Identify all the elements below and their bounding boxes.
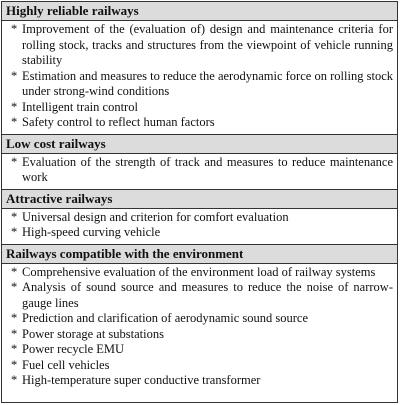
section-title: Highly reliable railways <box>2 2 397 21</box>
list-item <box>6 225 393 241</box>
bullet-icon: * <box>11 357 18 372</box>
list-item <box>6 22 393 69</box>
list-item <box>6 115 393 131</box>
list-item <box>6 100 393 116</box>
bullet-icon: * <box>11 209 18 224</box>
list-item <box>6 373 393 389</box>
list-item-text: Prediction and clarification of aerodynamic sound source <box>22 311 309 325</box>
section-list <box>2 209 397 244</box>
research-topics-table <box>1 1 398 403</box>
list-item <box>6 265 393 281</box>
bullet-icon: * <box>11 154 18 169</box>
list-item-text: Analysis of sound source and measures to reduce the noise of narrow-gauge lines <box>22 280 393 310</box>
list-item <box>6 311 393 327</box>
bullet-icon: * <box>11 225 18 239</box>
list-item <box>6 358 393 374</box>
list-item-text: Fuel cell vehicles <box>22 357 110 372</box>
list-item <box>6 69 393 100</box>
list-item-text: Comprehensive evaluation of the environment load of railway systems <box>22 264 376 279</box>
list-item-text: Universal design and criterion for comfort evaluation <box>22 209 289 224</box>
section-title: Low cost railways <box>2 134 397 154</box>
section-low-cost <box>2 134 397 189</box>
section-environment <box>2 244 397 392</box>
list-item <box>6 327 393 343</box>
bullet-icon: * <box>11 22 18 36</box>
list-item-text: Power storage at substations <box>22 326 164 341</box>
bullet-icon: * <box>11 264 18 279</box>
bullet-icon: * <box>11 373 18 387</box>
section-title: Railways compatible with the environment <box>2 244 397 264</box>
bullet-icon: * <box>11 280 18 294</box>
bullet-icon: * <box>11 115 18 129</box>
list-item <box>6 280 393 311</box>
list-item-text: High-temperature super conductive transformer <box>22 373 261 387</box>
bullet-icon: * <box>11 311 18 325</box>
section-attractive <box>2 189 397 244</box>
list-item-text: Improvement of the (evaluation of) design and maintenance criteria for rolling stock, tracks and structures from the viewpoint of vehicle running stability <box>22 22 393 67</box>
section-title: Attractive railways <box>2 189 397 209</box>
list-item <box>6 155 393 186</box>
list-item-text: Safety control to reflect human factors <box>22 115 215 129</box>
section-list <box>2 264 397 392</box>
section-list <box>2 154 397 189</box>
section-highly-reliable <box>2 2 397 134</box>
list-item-text: Estimation and measures to reduce the aerodynamic force on rolling stock under strong-wind conditions <box>22 68 393 98</box>
list-item-text: Power recycle EMU <box>22 342 125 356</box>
bullet-icon: * <box>11 326 18 341</box>
list-item-text: High-speed curving vehicle <box>22 225 161 239</box>
list-item <box>6 210 393 226</box>
list-item-text: Evaluation of the strength of track and measures to reduce maintenance work <box>22 154 393 184</box>
section-list <box>2 21 397 134</box>
list-item-text: Intelligent train control <box>22 99 138 114</box>
bullet-icon: * <box>11 342 18 356</box>
list-item <box>6 342 393 358</box>
bullet-icon: * <box>11 99 18 114</box>
bullet-icon: * <box>11 68 18 83</box>
